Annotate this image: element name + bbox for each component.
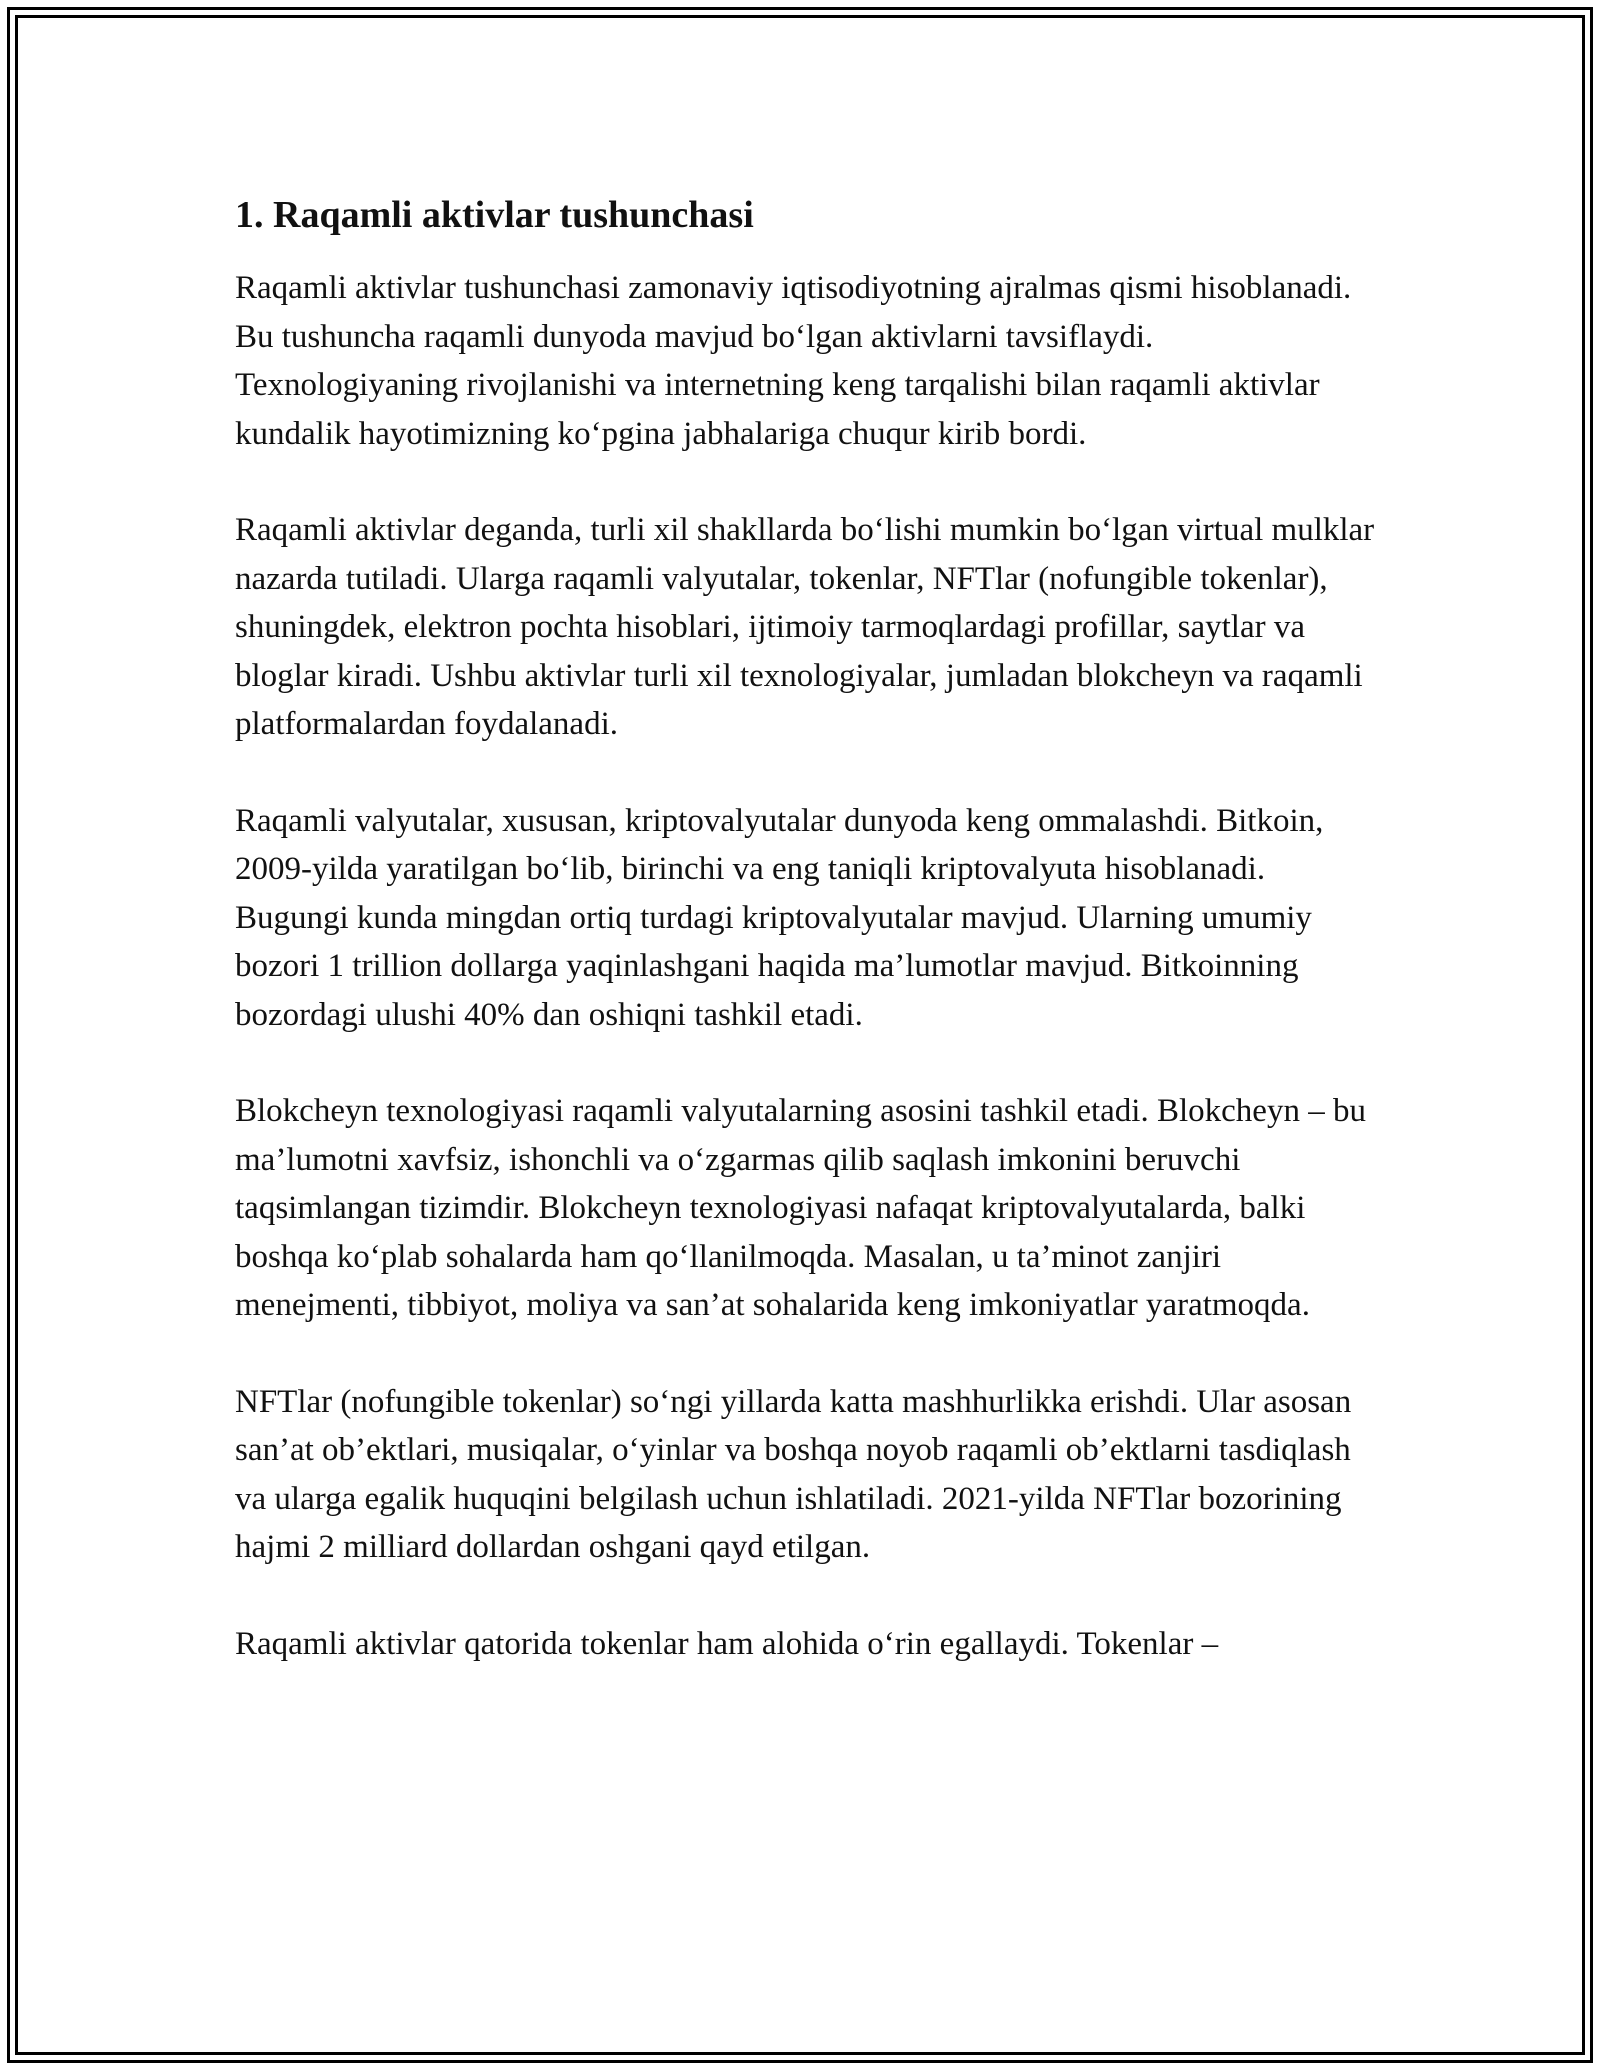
paragraph-intro: Raqamli aktivlar tushunchasi zamonaviy iqtisodiyotning ajralmas qismi hisoblanadi. Bu tushuncha raqamli dunyoda mavjud bo‘lgan aktivlarni tavsiflaydi. Texnologiyaning rivojlanishi va internetning keng tarqalishi bilan raqamli aktivlar kundalik hayotimizning ko‘pgina jabhalariga chuqur kirib bordi. xyxy=(235,270,1352,452)
paragraph-definition: Raqamli aktivlar deganda, turli xil shakllarda bo‘lishi mumkin bo‘lgan virtual mulklar nazarda tutiladi. Ularga raqamli valyutalar, tokenlar, NFTlar (nofungible tokenlar), shuningdek, elektron pochta hisoblari, ijtimoiy tarmoqlardagi profillar, saytlar va bloglar kiradi. Ushbu aktivlar turli xil texnologiyalar, jumladan blokcheyn va raqamli platformalardan foydalanadi. xyxy=(235,512,1375,742)
document-body xyxy=(235,190,1375,1668)
paragraph-nft: NFTlar (nofungible tokenlar) so‘ngi yillarda katta mashhurlikka erishdi. Ular asosan san’at ob’ektlari, musiqalar, o‘yinlar va boshqa noyob raqamli ob’ektlarni tasdiqlash va ularga egalik huquqini belgilash uchun ishlatiladi. 2021-yilda NFTlar bozorining hajmi 2 milliard dollardan oshgani qayd etilgan. xyxy=(235,1383,1352,1565)
section-heading: 1. Raqamli aktivlar tushunchasi xyxy=(235,194,754,236)
paragraph-currencies: Raqamli valyutalar, xususan, kriptovalyutalar dunyoda keng ommalashdi. Bitkoin, 2009-yilda yaratilgan bo‘lib, birinchi va eng taniqli kriptovalyuta hisoblanadi. Bugungi kunda mingdan ortiq turdagi kriptovalyutalar mavjud. Ularning umumiy bozori 1 trillion dollarga yaqinlashgani haqida ma’lumotlar mavjud. Bitkoinning bozordagi ulushi 40% dan oshiqni tashkil etadi. xyxy=(235,802,1324,1033)
paragraph-tokens: Raqamli aktivlar qatorida tokenlar ham alohida o‘rin egallaydi. Tokenlar – xyxy=(235,1625,1219,1662)
paragraph-blockchain: Blokcheyn texnologiyasi raqamli valyutalarning asosini tashkil etadi. Blokcheyn – bu ma’lumotni xavfsiz, ishonchli va o‘zgarmas qilib saqlash imkonini beruvchi taqsimlangan tizimdir. Blokcheyn texnologiyasi nafaqat kriptovalyutalarda, balki boshqa ko‘plab sohalarda ham qo‘llanilmoqda. Masalan, u ta’minot zanjiri menejmenti, tibbiyot, moliya va san’at sohalarida keng imkoniyatlar yaratmoqda. xyxy=(235,1093,1366,1323)
